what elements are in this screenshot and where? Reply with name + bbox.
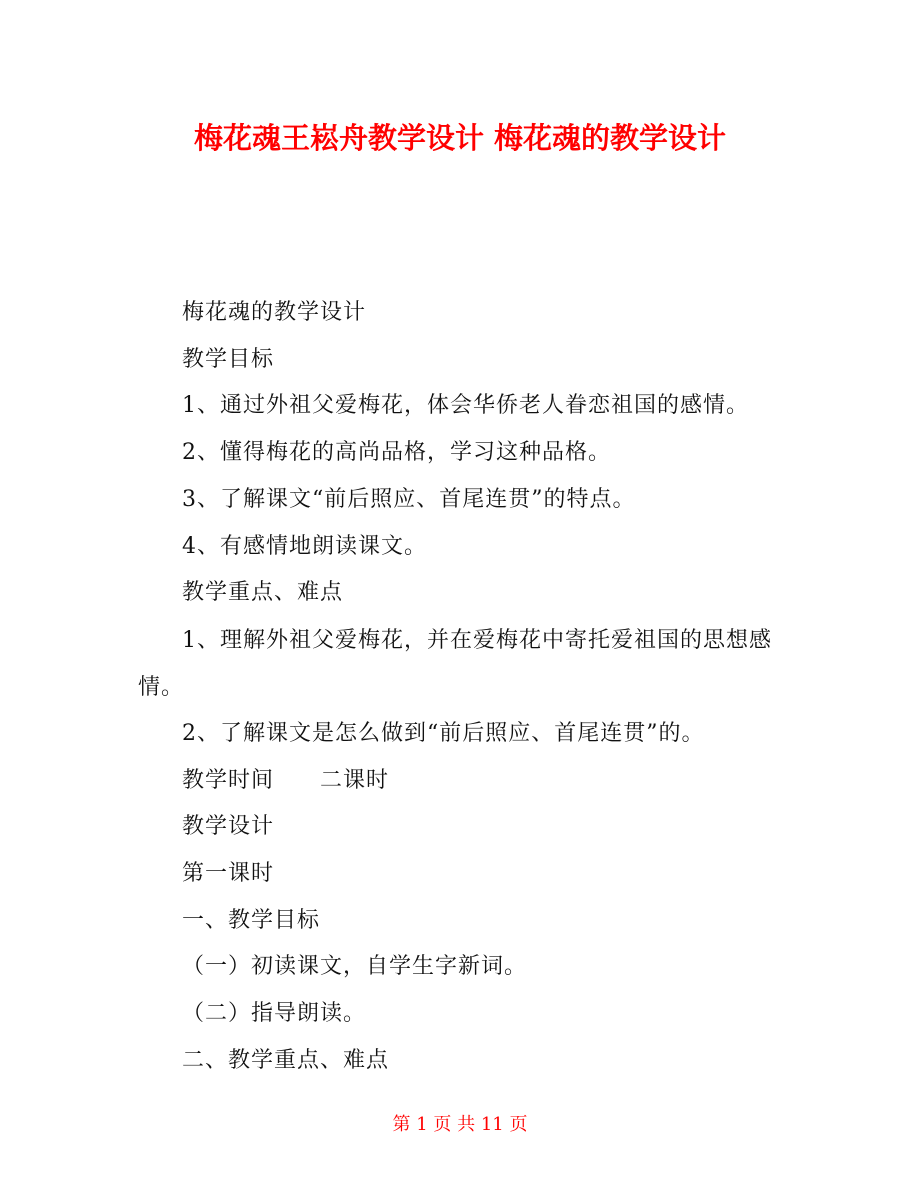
paragraph: 教学时间 二课时	[182, 767, 390, 793]
paragraph: （一）初读课文，自学生字新词。	[182, 954, 528, 980]
paragraph: 3、了解课文“前后照应、首尾连贯”的特点。	[182, 486, 636, 512]
paragraph: 教学重点、难点	[182, 580, 344, 606]
paragraph: 梅花魂的教学设计	[182, 300, 367, 325]
paragraph: 1、通过外祖父爱梅花，体会华侨老人眷恋祖国的感情。	[182, 393, 749, 419]
document-title: 梅花魂王崧舟教学设计 梅花魂的教学设计	[193, 121, 727, 155]
page-number-footer: 第 1 页 共 11 页	[392, 1114, 528, 1135]
paragraph: 二、教学重点、难点	[182, 1047, 390, 1073]
paragraph: 第一课时	[182, 861, 275, 887]
paragraph: 2、了解课文是怎么做到“前后照应、首尾连贯”的。	[182, 720, 705, 746]
paragraph: 一、教学目标	[182, 907, 321, 933]
paragraph: 教学设计	[182, 814, 275, 840]
paragraph: 2、懂得梅花的高尚品格，学习这种品格。	[182, 440, 611, 466]
paragraph: 教学目标	[182, 346, 275, 372]
paragraph: 4、有感情地朗读课文。	[182, 533, 427, 559]
paragraph: 1、理解外祖父爱梅花，并在爱梅花中寄托爱祖国的思想感情。	[138, 627, 772, 700]
document-body	[138, 290, 782, 1085]
paragraph: （二）指导朗读。	[182, 1001, 367, 1027]
